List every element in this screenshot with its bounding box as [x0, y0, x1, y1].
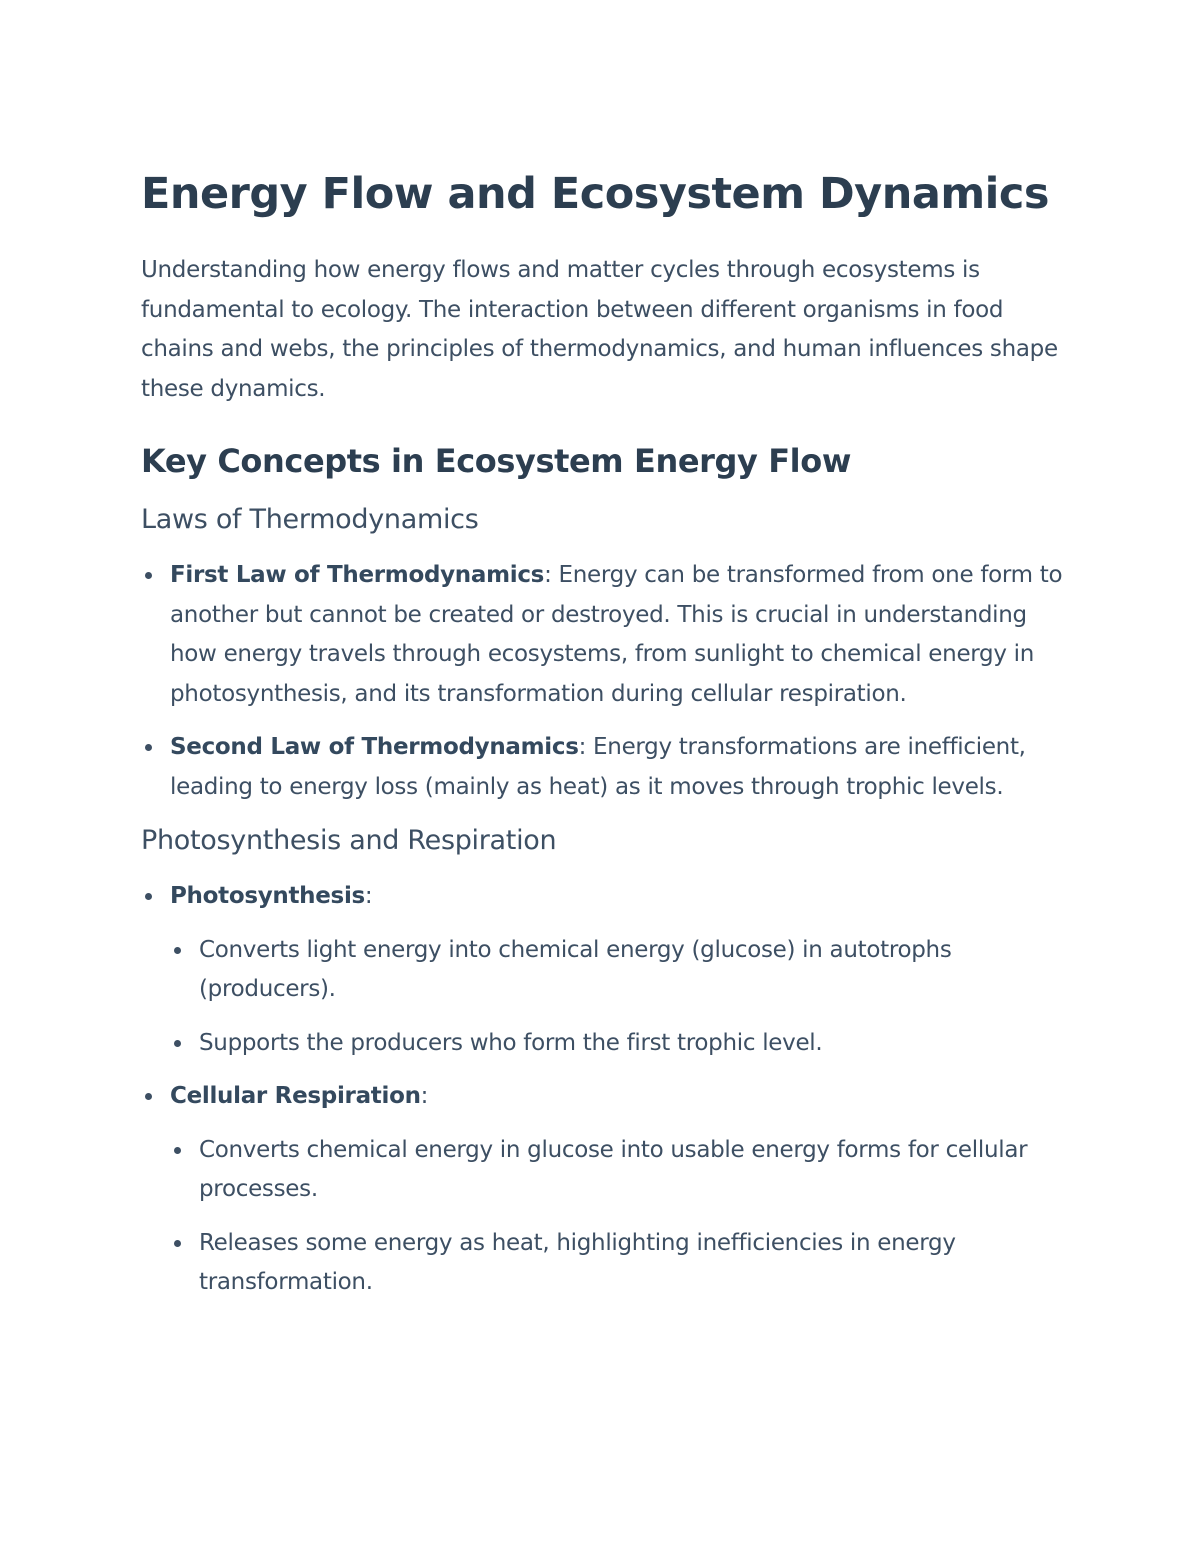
- sub-item-text: Converts chemical energy in glucose into usable energy forms for cellular processes.: [199, 1136, 1028, 1202]
- list-item: [141, 877, 1071, 1063]
- intro-paragraph: Understanding how energy flows and matter cycles through ecosystems is fundamental to ecology. The interaction between different organisms in food chains and webs, the principles of thermodynamics, and human influences shape these dynamics.: [141, 257, 1058, 402]
- document-page: [141, 165, 1071, 1317]
- photosynthesis-respiration-list: [141, 877, 1071, 1303]
- subsection-heading-thermodynamics: Laws of Thermodynamics: [141, 504, 479, 535]
- respiration-sublist: [170, 1131, 1071, 1303]
- term-label: Second Law of Thermodynamics: [170, 734, 579, 760]
- bullet-icon: [174, 1040, 181, 1047]
- term-description: : Energy transformations are inefficient, leading to energy loss (mainly as heat) as it moves through trophic levels.: [170, 734, 1026, 800]
- list-item: [170, 1131, 1071, 1210]
- sub-item-text: Supports the producers who form the first trophic level.: [199, 1029, 823, 1056]
- list-item: [141, 1077, 1071, 1303]
- list-item: [141, 728, 1071, 807]
- term-label: First Law of Thermodynamics: [170, 562, 545, 588]
- term-description: : Energy can be transformed from one form to another but cannot be created or destroyed. This is crucial in understanding how energy travels through ecosystems, from sunlight to chemical energy in photosynthesis, and its transformation during cellular respiration.: [170, 562, 1063, 707]
- list-item: [141, 556, 1071, 714]
- thermodynamics-list: [141, 556, 1071, 807]
- bullet-icon: [145, 893, 152, 900]
- term-suffix: :: [364, 883, 373, 909]
- subsection-heading-photosynthesis-respiration: Photosynthesis and Respiration: [141, 825, 557, 856]
- bullet-icon: [145, 744, 152, 751]
- page-title: Energy Flow and Ecosystem Dynamics: [141, 169, 1049, 219]
- list-item: [170, 1024, 1071, 1064]
- bullet-icon: [174, 947, 181, 954]
- term-label: Photosynthesis: [170, 883, 365, 909]
- section-heading: Key Concepts in Ecosystem Energy Flow: [141, 442, 851, 480]
- bullet-icon: [174, 1147, 181, 1154]
- bullet-icon: [174, 1240, 181, 1247]
- sub-item-text: Releases some energy as heat, highlighting inefficiencies in energy transformation.: [199, 1229, 956, 1295]
- list-item: [170, 931, 1071, 1010]
- list-item: [170, 1224, 1071, 1303]
- bullet-icon: [145, 572, 152, 579]
- photosynthesis-sublist: [170, 931, 1071, 1064]
- sub-item-text: Converts light energy into chemical energy (glucose) in autotrophs (producers).: [199, 936, 952, 1002]
- bullet-icon: [145, 1093, 152, 1100]
- term-suffix: :: [420, 1083, 429, 1109]
- term-label: Cellular Respiration: [170, 1083, 421, 1109]
